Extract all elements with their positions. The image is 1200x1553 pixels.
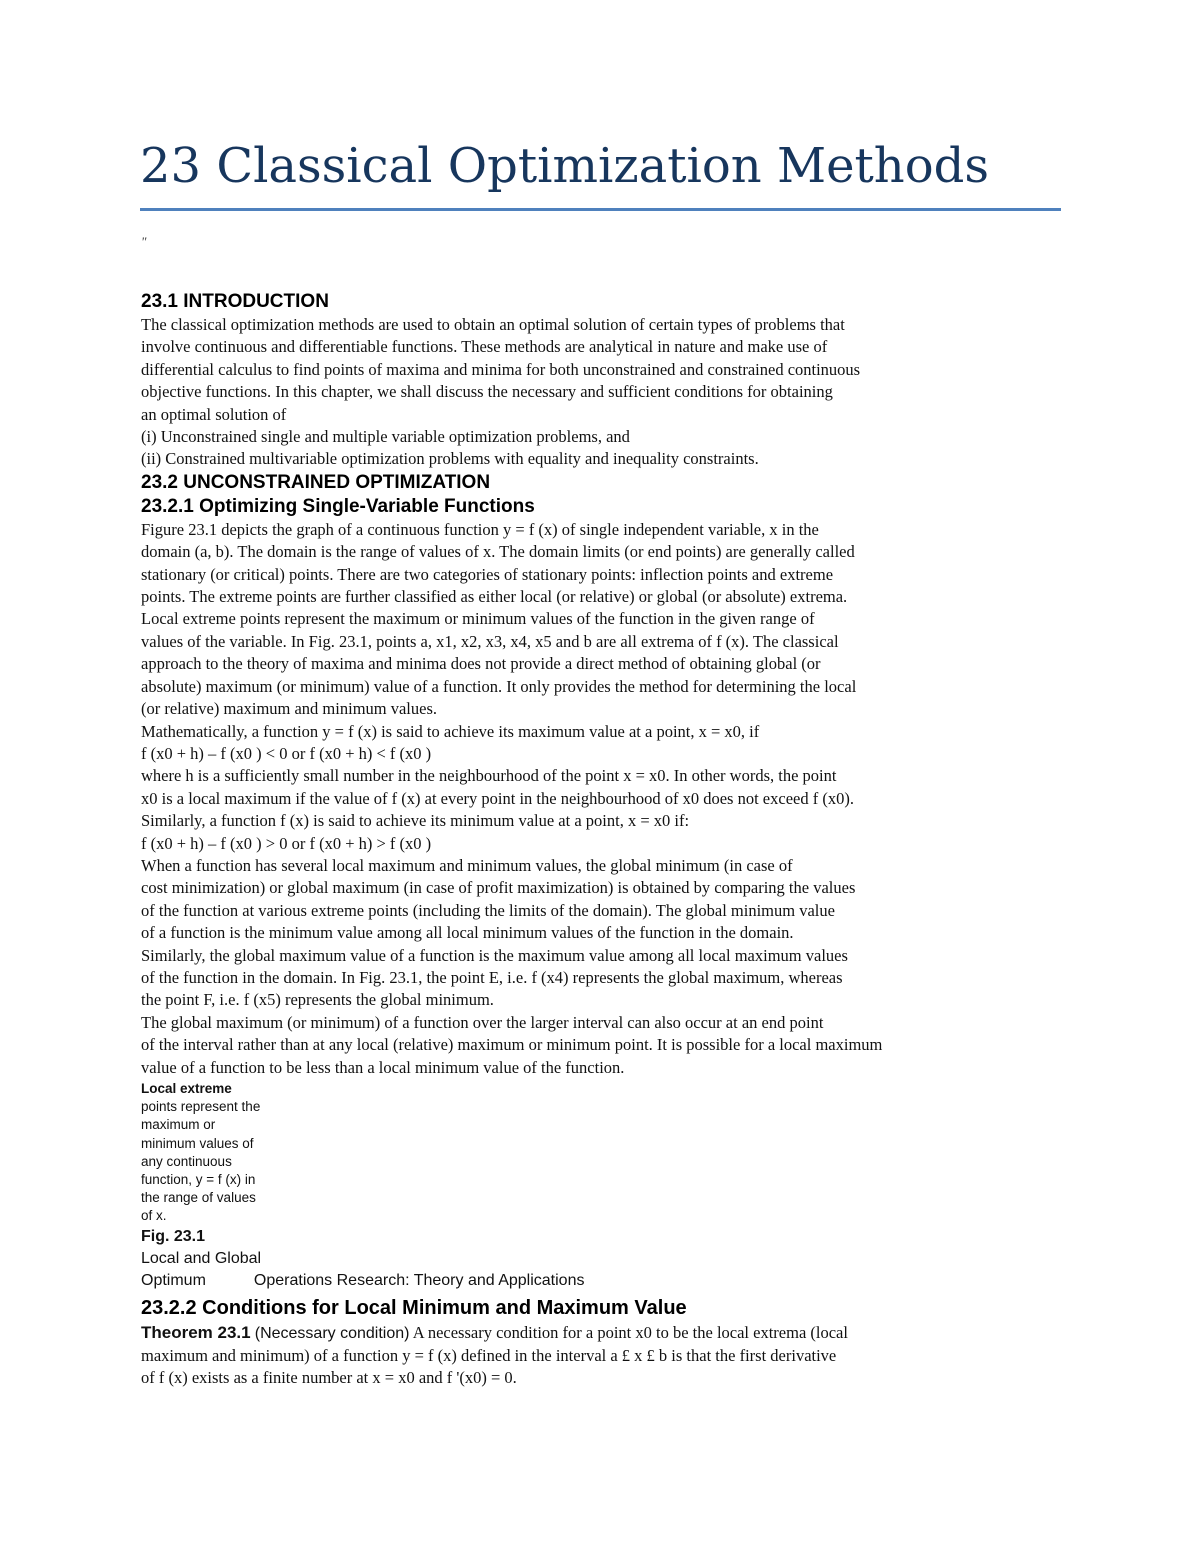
- text-line: cost minimization) or global maximum (in case of profit maximization) is obtained by comparing the values: [141, 878, 856, 898]
- text-line: the point F, i.e. f (x5) represents the global minimum.: [141, 990, 494, 1010]
- side-note: [141, 1080, 1041, 1226]
- title-underline: [140, 208, 1061, 211]
- text-line: domain (a, b). The domain is the range of values of x. The domain limits (or end points) are generally called: [141, 542, 855, 562]
- section-heading-introduction: 23.1 INTRODUCTION: [141, 291, 329, 312]
- list-item: (ii) Constrained multivariable optimization problems with equality and inequality constraints.: [141, 449, 759, 469]
- text-line: The global maximum (or minimum) of a function over the larger interval can also occur at an end point: [141, 1012, 824, 1032]
- text-line: Similarly, a function f (x) is said to achieve its minimum value at a point, x = x0 if:: [141, 811, 690, 831]
- text-line: Local extreme points represent the maximum or minimum values of the function in the given range of: [141, 609, 815, 629]
- text-line: The classical optimization methods are used to obtain an optimal solution of certain types of problems that: [141, 315, 845, 334]
- text-line: When a function has several local maximum and minimum values, the global minimum (in case of: [141, 855, 793, 875]
- text-line: an optimal solution of: [141, 404, 287, 424]
- text-line: of the interval rather than at any local (relative) maximum or minimum point. It is possible for a local maximum: [141, 1035, 883, 1055]
- running-header: Operations Research: Theory and Applications: [253, 1271, 585, 1289]
- figure-label: Fig. 23.1: [141, 1227, 206, 1245]
- side-note-line: minimum values of: [141, 1135, 254, 1151]
- text-line: involve continuous and differentiable functions. These methods are analytical in nature and make use of: [141, 337, 828, 357]
- figure-caption-line: Optimum: [141, 1271, 206, 1289]
- side-note-bold: Local extreme: [141, 1081, 232, 1096]
- stray-mark: ": [141, 234, 147, 249]
- text-line: of f (x) exists as a finite number at x = x0 and f '(x0) = 0.: [141, 1368, 517, 1388]
- side-note-line: any continuous: [141, 1153, 232, 1169]
- section-heading-unconstrained: 23.2 UNCONSTRAINED OPTIMIZATION: [141, 471, 491, 493]
- single-variable-paragraph: [141, 519, 1041, 1079]
- theorem-first-line: [141, 1322, 1041, 1345]
- side-note-line: the range of values: [141, 1190, 256, 1206]
- subsection-heading-conditions: 23.2.2 Conditions for Local Minimum and Maximum Value: [141, 1296, 687, 1319]
- text-line: absolute) maximum (or minimum) value of a function. It only provides the method for determining the local: [141, 676, 857, 696]
- text-line: of a function is the minimum value among all local minimum values of the function in the domain.: [141, 923, 794, 943]
- document-body: [141, 290, 1041, 1390]
- text-line: maximum and minimum) of a function y = f (x) defined in the interval a £ x £ b is that the first derivative: [141, 1346, 837, 1366]
- equation-line: f (x0 + h) – f (x0 ) > 0 or f (x0 + h) > f (x0 ): [141, 833, 432, 853]
- side-note-line: points represent the: [141, 1099, 261, 1115]
- text-line: where h is a sufficiently small number in the neighbourhood of the point x = x0. In other words, the point: [141, 766, 837, 786]
- side-note-line: of x.: [141, 1208, 167, 1224]
- figure-caption-line: Local and Global: [141, 1249, 262, 1267]
- theorem-condition: (Necessary condition): [254, 1324, 410, 1342]
- side-note-line: maximum or: [141, 1117, 216, 1133]
- introduction-paragraph: [141, 314, 1041, 471]
- text-line: Similarly, the global maximum value of a function is the maximum value among all local maximum values: [141, 945, 848, 965]
- figure-caption-row: [141, 1270, 1041, 1292]
- text-line: of the function at various extreme points (including the limits of the domain). The global minimum value: [141, 900, 835, 920]
- text-line: Mathematically, a function y = f (x) is said to achieve its maximum value at a point, x = x0, if: [141, 721, 760, 741]
- document-title: 23 Classical Optimization Methods: [140, 138, 989, 194]
- figure-caption: [141, 1226, 1041, 1292]
- text-line: differential calculus to find points of maxima and minima for both unconstrained and constrained continuous: [141, 359, 861, 379]
- text-line: x0 is a local maximum if the value of f (x) at every point in the neighbourhood of x0 does not exceed f (x0).: [141, 788, 854, 808]
- text-line: (or relative) maximum and minimum values.: [141, 699, 438, 719]
- subsection-heading-single-variable: 23.2.1 Optimizing Single-Variable Functions: [141, 495, 535, 517]
- text-line: value of a function to be less than a local minimum value of the function.: [141, 1057, 625, 1077]
- theorem-paragraph: [141, 1322, 1041, 1390]
- text-line: points. The extreme points are further classified as either local (or relative) or global (or absolute) extrema.: [141, 587, 848, 607]
- side-note-line: function, y = f (x) in: [141, 1172, 256, 1188]
- list-item: (i) Unconstrained single and multiple variable optimization problems, and: [141, 427, 630, 447]
- text-line: values of the variable. In Fig. 23.1, points a, x1, x2, x3, x4, x5 and b are all extrema of f (x). The classical: [141, 631, 839, 651]
- text-line: Figure 23.1 depicts the graph of a continuous function y = f (x) of single independent variable, x in the: [141, 519, 819, 539]
- equation-line: f (x0 + h) – f (x0 ) < 0 or f (x0 + h) < f (x0 ): [141, 743, 432, 763]
- theorem-label: Theorem 23.1: [141, 1322, 251, 1342]
- text-line: objective functions. In this chapter, we shall discuss the necessary and sufficient conditions for obtaining: [141, 382, 833, 402]
- theorem-text: A necessary condition for a point x0 to be the local extrema (local: [412, 1322, 848, 1342]
- text-line: approach to the theory of maxima and minima does not provide a direct method of obtaining global (or: [141, 654, 821, 674]
- text-line: of the function in the domain. In Fig. 23.1, the point E, i.e. f (x4) represents the global maximum, whereas: [141, 967, 843, 987]
- text-line: stationary (or critical) points. There are two categories of stationary points: inflection points and extreme: [141, 564, 834, 584]
